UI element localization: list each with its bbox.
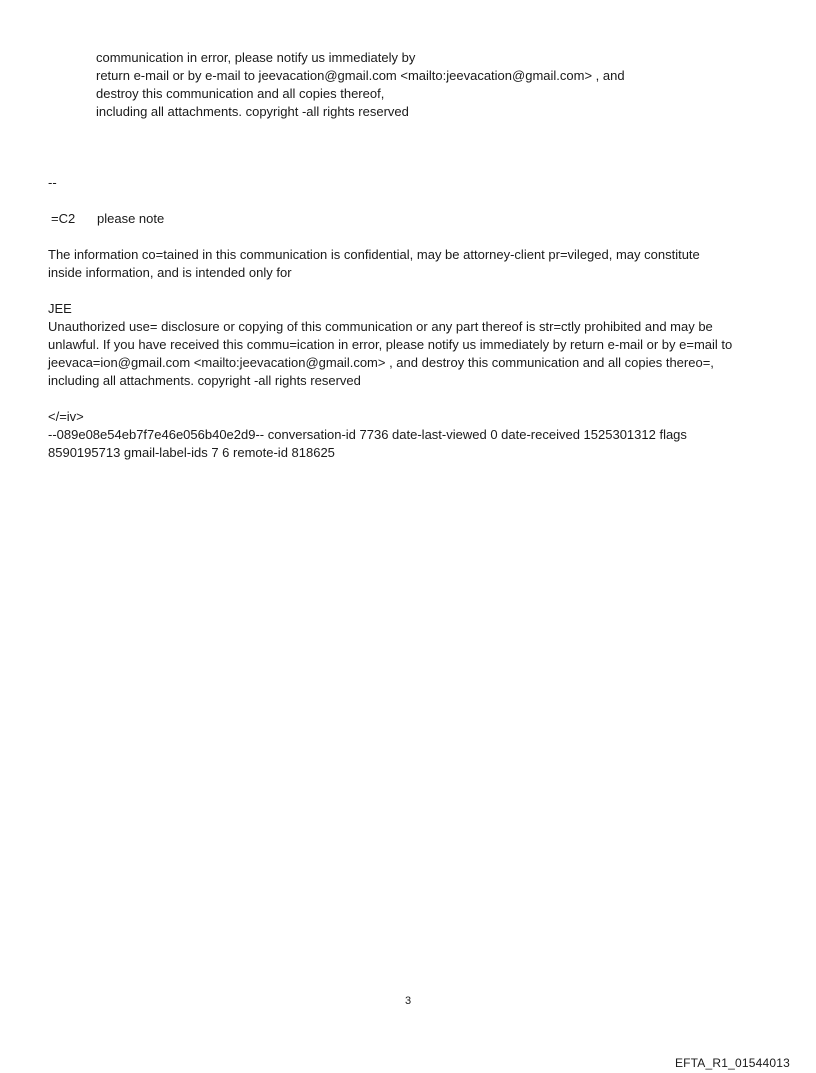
block1-line4: including all attachments. copyright -all rights reserved bbox=[96, 104, 409, 119]
note-text: please note bbox=[97, 211, 165, 226]
unauthorized-line2: unlawful. If you have received this commu=ication in error, please notify us immediately by return e-mail or by e=mail to bbox=[48, 337, 733, 352]
block1-line1: communication in error, please notify us immediately by bbox=[96, 50, 416, 65]
metadata-line1: --089e08e54eb7f7e46e056b40e2d9-- conversation-id 7736 date-last-viewed 0 date-received 1525301312 flags bbox=[48, 427, 687, 442]
confidential-line2: inside information, and is intended only for bbox=[48, 265, 292, 280]
note-label: =C2 bbox=[51, 211, 76, 226]
metadata-line2: 8590195713 gmail-label-ids 7 6 remote-id 818625 bbox=[48, 445, 335, 460]
unauthorized-line4: including all attachments. copyright -all rights reserved bbox=[48, 373, 361, 388]
signature-separator: -- bbox=[48, 175, 57, 190]
block1-line3: destroy this communication and all copies thereof, bbox=[96, 86, 385, 101]
unauthorized-line3: jeevaca=ion@gmail.com <mailto:jeevacation@gmail.com> , and destroy this communication and all copies thereo=, bbox=[48, 355, 714, 370]
document-id-footer: EFTA_R1_01544013 bbox=[674, 1056, 790, 1070]
closing-tag: </=iv> bbox=[48, 409, 84, 424]
block1-line2: return e-mail or by e-mail to jeevacation@gmail.com <mailto:jeevacation@gmail.com> , and bbox=[96, 68, 625, 83]
unauthorized-line1: Unauthorized use= disclosure or copying of this communication or any part thereof is str=ctly prohibited and may be bbox=[48, 319, 713, 334]
jee-label: JEE bbox=[48, 301, 72, 316]
page-number: 3 bbox=[404, 995, 412, 1007]
confidential-line1: The information co=tained in this communication is confidential, may be attorney-client pr=vileged, may constitute bbox=[48, 247, 700, 262]
